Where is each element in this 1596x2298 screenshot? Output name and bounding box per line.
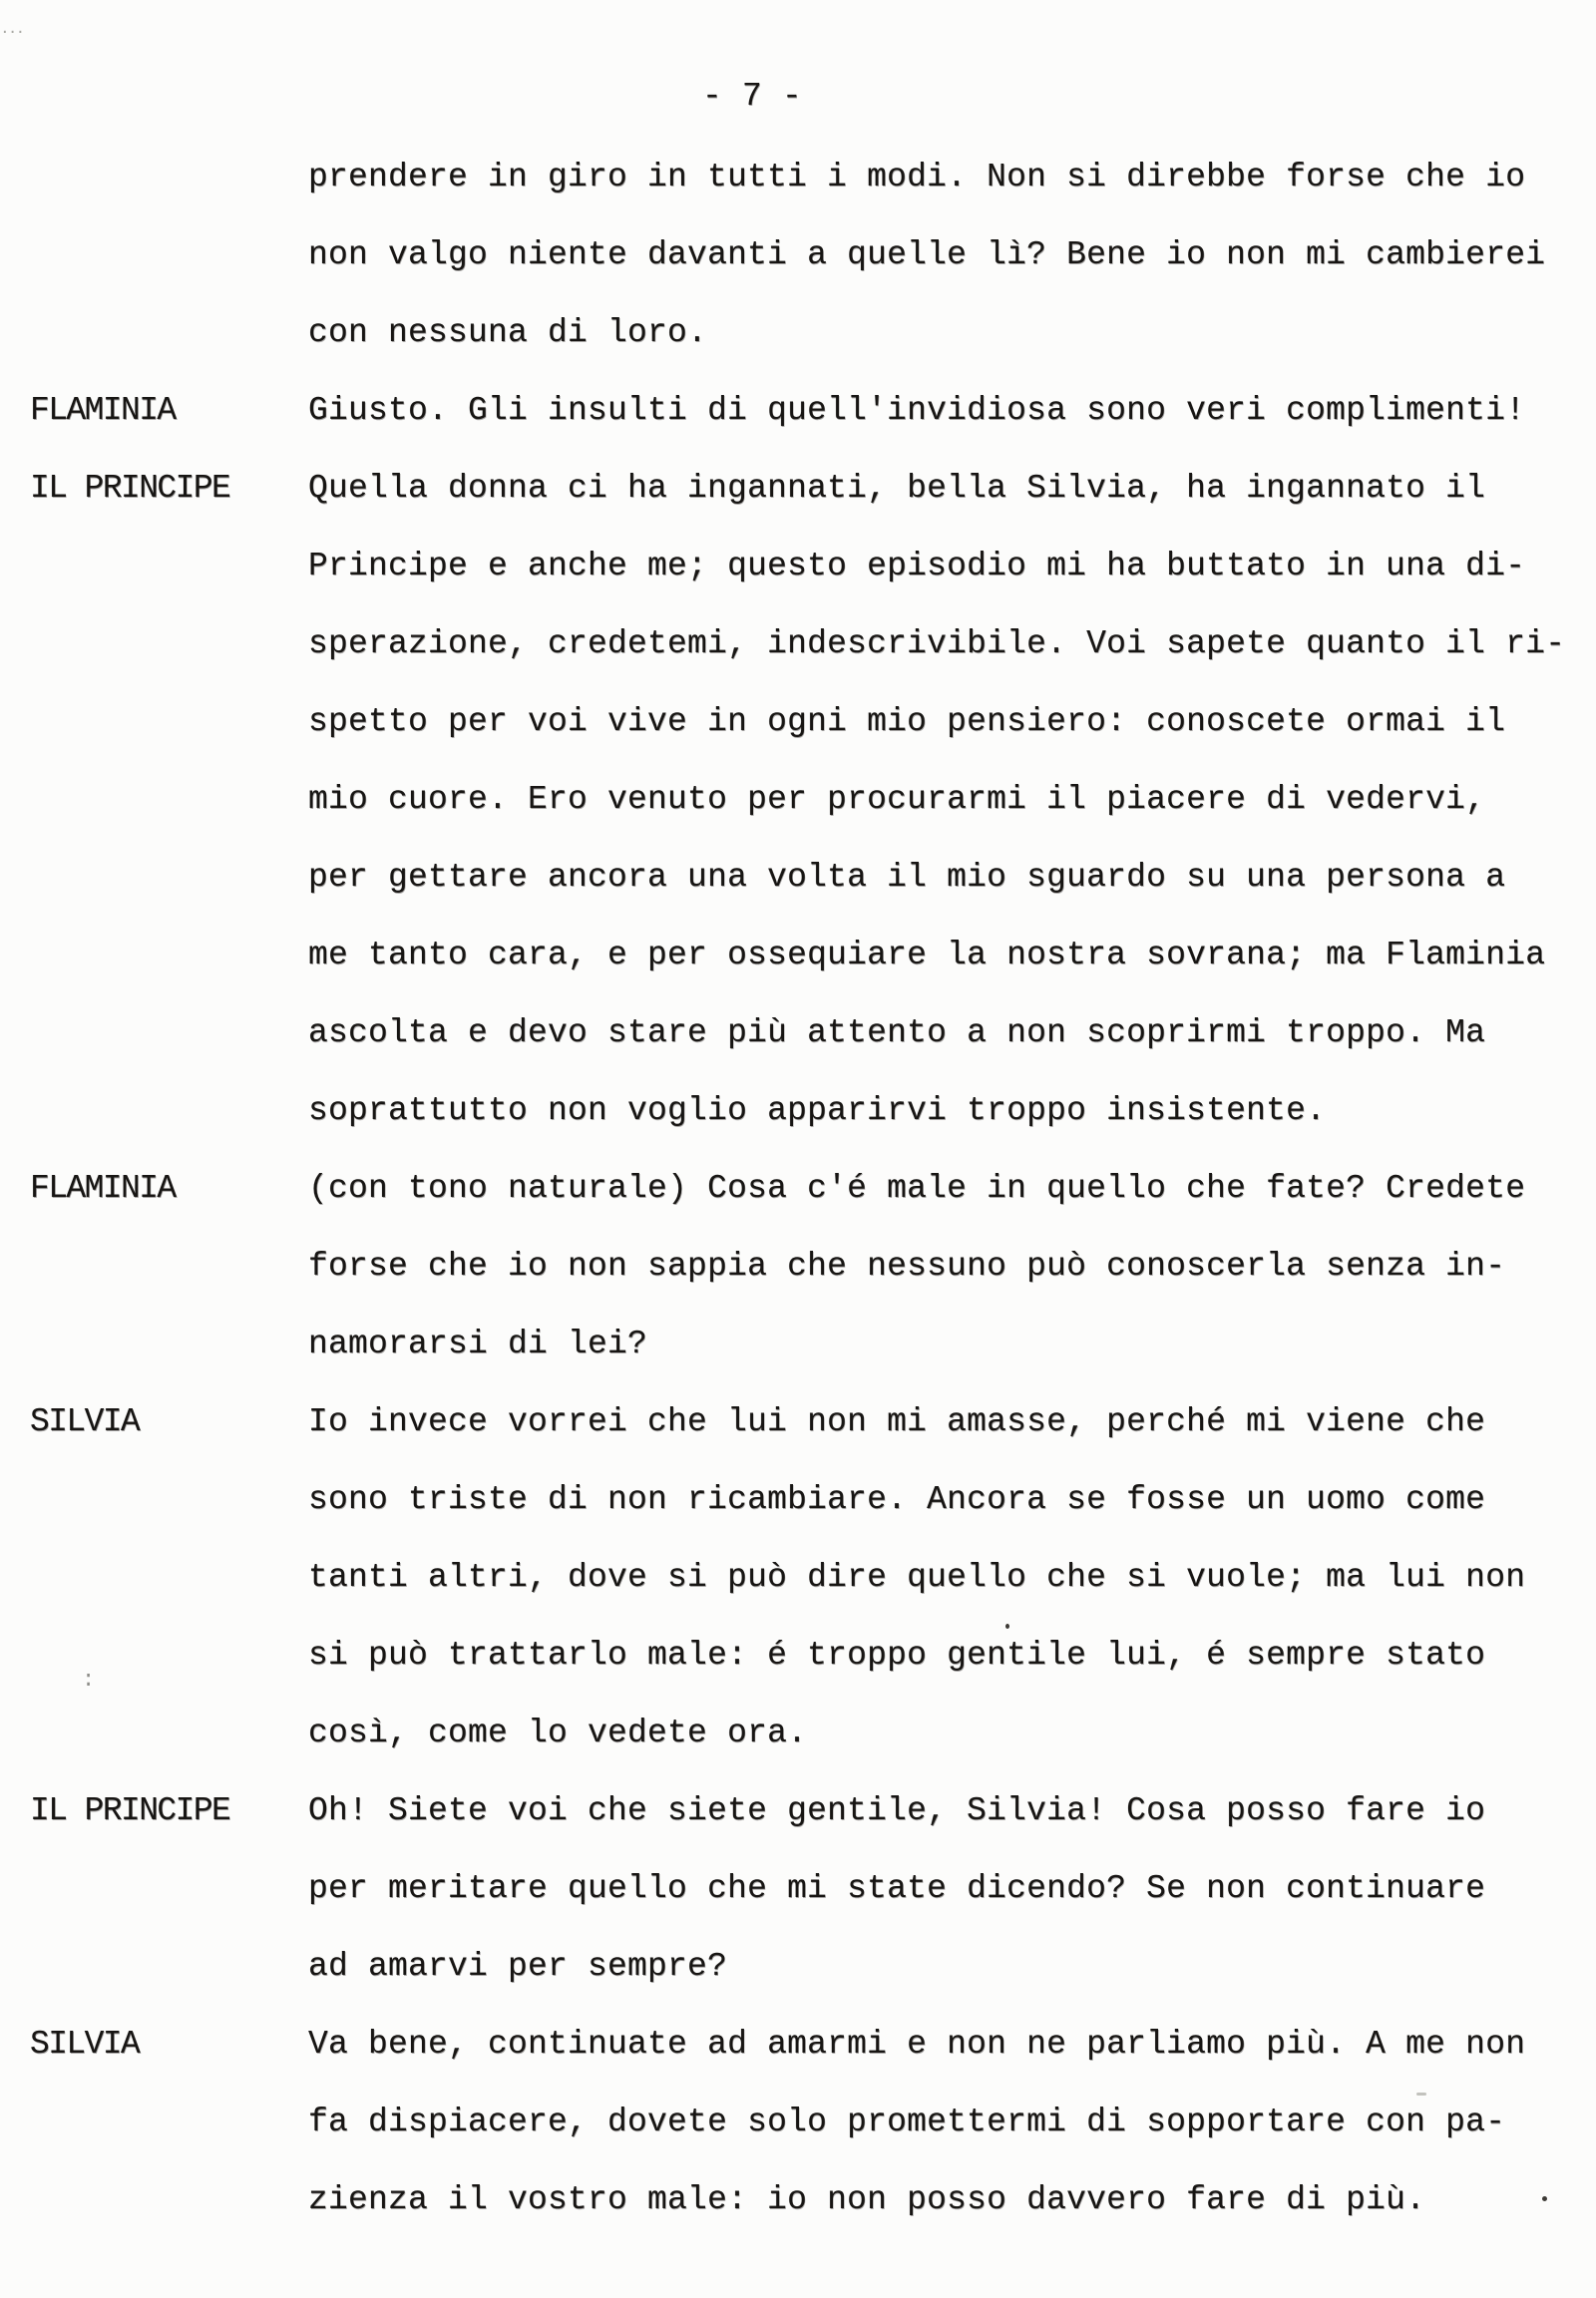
- dialogue-text: prendere in giro in tutti i modi. Non si direbbe forse che io: [308, 159, 1526, 195]
- script-line: [0, 391, 1596, 435]
- dialogue-text: così, come lo vedete ora.: [308, 1715, 808, 1751]
- script-line: [0, 1091, 1596, 1135]
- script-line: [0, 1714, 1596, 1757]
- script-line: [0, 313, 1596, 357]
- dialogue-text: Quella donna ci ha ingannati, bella Silvia, ha ingannato il: [308, 470, 1486, 507]
- script-line: [0, 1558, 1596, 1602]
- scan-speck-mid: [1005, 1624, 1009, 1629]
- speaker-label: IL PRINCIPE: [30, 470, 230, 507]
- dialogue-text: mio cuore. Ero venuto per procurarmi il piacere di vedervi,: [308, 781, 1486, 818]
- dialogue-text: soprattutto non voglio apparirvi troppo insistente.: [308, 1092, 1327, 1129]
- page-number: - 7 -: [702, 78, 803, 115]
- dialogue-text: per meritare quello che mi state dicendo? Se non continuare: [308, 1870, 1486, 1907]
- script-line: [0, 1247, 1596, 1291]
- dialogue-text: (con tono naturale) Cosa c'é male in quello che fate? Credete: [308, 1170, 1526, 1207]
- dialogue-text: con nessuna di loro.: [308, 314, 708, 351]
- scan-speck-bottom-right: [1542, 2196, 1547, 2201]
- dialogue-text: ascolta e devo stare più attento a non scoprirmi troppo. Ma: [308, 1014, 1486, 1051]
- script-line: [0, 1636, 1596, 1680]
- speaker-label: FLAMINIA: [30, 1170, 176, 1207]
- script-line: [0, 1013, 1596, 1057]
- dialogue-text: tanti altri, dove si può dire quello che si vuole; ma lui non: [308, 1559, 1526, 1596]
- dialogue-text: Va bene, continuate ad amarmi e non ne parliamo più. A me non: [308, 2026, 1526, 2063]
- script-line: [0, 2103, 1596, 2146]
- dialogue-text: Principe e anche me; questo episodio mi ha buttato in una di-: [308, 548, 1526, 584]
- dialogue-text: Giusto. Gli insulti di quell'invidiosa sono veri complimenti!: [308, 392, 1526, 429]
- dialogue-text: Oh! Siete voi che siete gentile, Silvia! Cosa posso fare io: [308, 1792, 1486, 1829]
- script-line: [0, 1402, 1596, 1446]
- script-line: [0, 1791, 1596, 1835]
- script-line: [0, 702, 1596, 746]
- script-line: [0, 2180, 1596, 2224]
- script-line: [0, 1169, 1596, 1213]
- scan-speck-left-margin: :: [82, 1668, 96, 1693]
- script-line: [0, 2025, 1596, 2069]
- dialogue-text: forse che io non sappia che nessuno può conoscerla senza in-: [308, 1248, 1506, 1285]
- dialogue-text: per gettare ancora una volta il mio sguardo su una persona a: [308, 859, 1506, 896]
- dialogue-text: fa dispiacere, dovete solo promettermi di sopportare con pa-: [308, 2104, 1506, 2140]
- dialogue-text: non valgo niente davanti a quelle lì? Bene io non mi cambierei: [308, 236, 1546, 273]
- script-line: [0, 547, 1596, 590]
- dialogue-text: spetto per voi vive in ogni mio pensiero: conoscete ormai il: [308, 703, 1506, 740]
- script-line: [0, 1947, 1596, 1991]
- dialogue-text: sono triste di non ricambiare. Ancora se fosse un uomo come: [308, 1481, 1486, 1518]
- speaker-label: IL PRINCIPE: [30, 1792, 230, 1829]
- script-line: [0, 624, 1596, 668]
- dialogue-text: me tanto cara, e per ossequiare la nostra sovrana; ma Flaminia: [308, 937, 1546, 973]
- speaker-label: SILVIA: [30, 2026, 140, 2063]
- scan-speck-dash: [1416, 2093, 1426, 2096]
- script-line: [0, 780, 1596, 824]
- script-line: [0, 858, 1596, 902]
- script-line: [0, 936, 1596, 979]
- speaker-label: SILVIA: [30, 1403, 140, 1440]
- scan-speck-top-left: ···: [2, 22, 26, 43]
- dialogue-text: sperazione, credetemi, indescrivibile. Voi sapete quanto il ri-: [308, 625, 1566, 662]
- script-line: [0, 469, 1596, 513]
- dialogue-text: ad amarvi per sempre?: [308, 1948, 728, 1985]
- script-line: [0, 1480, 1596, 1524]
- dialogue-text: namorarsi di lei?: [308, 1326, 648, 1362]
- dialogue-text: si può trattarlo male: é troppo gentile lui, é sempre stato: [308, 1637, 1486, 1674]
- script-line: [0, 158, 1596, 201]
- script-line: [0, 235, 1596, 279]
- script-line: [0, 1869, 1596, 1913]
- dialogue-text: Io invece vorrei che lui non mi amasse, perché mi viene che: [308, 1403, 1486, 1440]
- dialogue-text: zienza il vostro male: io non posso davvero fare di più.: [308, 2181, 1426, 2218]
- script-line: [0, 1325, 1596, 1368]
- speaker-label: FLAMINIA: [30, 392, 176, 429]
